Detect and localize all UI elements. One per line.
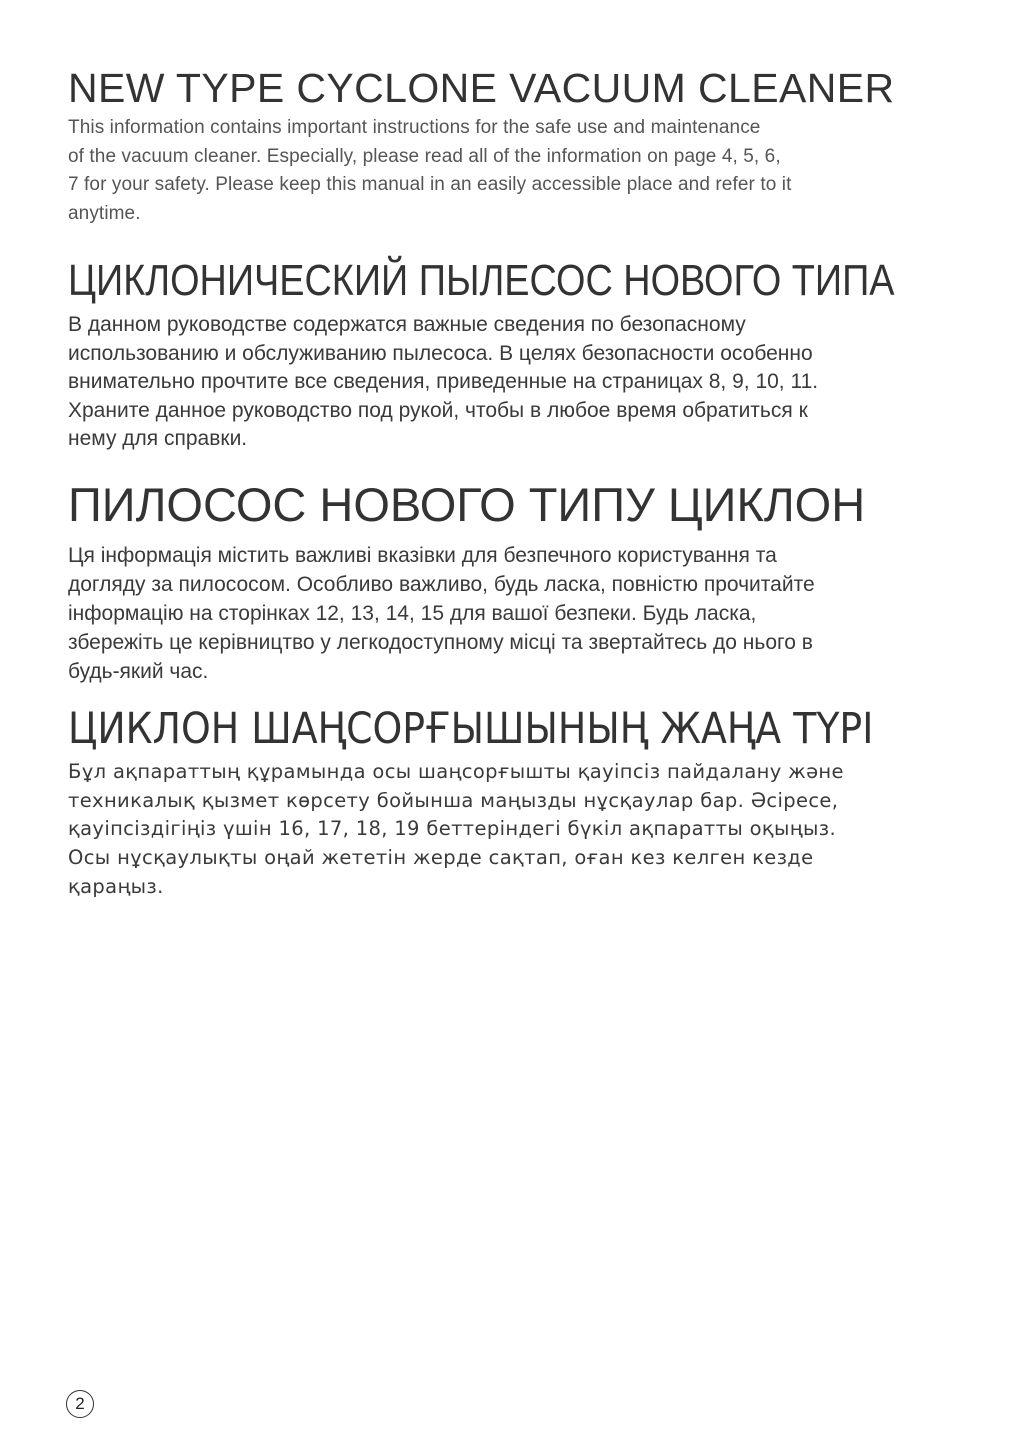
paragraph-line: қауіпсіздігіңіз үшін 16, 17, 18, 19 беттеріндегі бүкіл ақпаратты оқыңыз. bbox=[68, 817, 837, 841]
heading-english: NEW TYPE CYCLONE VACUUM CLEANER bbox=[68, 65, 895, 111]
section-kazakh bbox=[68, 702, 968, 902]
paragraph-russian bbox=[68, 311, 968, 454]
paragraph-line: будь-який час. bbox=[68, 660, 209, 683]
paragraph-line: Осы нұсқаулықты оңай жететін жерде сақтап, оған кез келген кезде bbox=[68, 846, 814, 870]
paragraph-line: В данном руководстве содержатся важные сведения по безопасному bbox=[68, 313, 746, 336]
paragraph-line: қараңыз. bbox=[68, 874, 164, 898]
paragraph-line: Ця інформація містить важливі вказівки для безпечного користування та bbox=[68, 544, 777, 567]
section-ukrainian bbox=[68, 477, 968, 686]
paragraph-line: 7 for your safety. Please keep this manual in an easily accessible place and refer to it bbox=[68, 174, 792, 195]
paragraph-kazakh bbox=[68, 758, 968, 902]
paragraph-line: внимательно прочтите все сведения, приведенные на страницах 8, 9, 10, 11. bbox=[68, 370, 819, 394]
paragraph-line: Храните данное руководство под рукой, чтобы в любое время обратиться к bbox=[68, 398, 808, 422]
paragraph-line: of the vacuum cleaner. Especially, please read all of the information on page 4, 5, 6, bbox=[68, 145, 781, 167]
paragraph-line: Бұл ақпараттың құрамында осы шаңсорғышты қауіпсіз пайдалану және bbox=[68, 760, 844, 783]
paragraph-ukrainian bbox=[68, 541, 968, 686]
paragraph-line: использованию и обслуживанию пылесоса. В целях безопасности особенно bbox=[68, 341, 813, 365]
paragraph-line: anytime. bbox=[68, 202, 141, 224]
paragraph-english bbox=[68, 114, 973, 228]
page-number-badge: 2 bbox=[66, 1390, 94, 1418]
paragraph-line: догляду за пилососом. Особливо важливо, будь ласка, повністю прочитайте bbox=[68, 573, 815, 596]
paragraph-line: нему для справки. bbox=[68, 427, 248, 451]
heading-kazakh: ЦИКЛОН ШАҢСОРҒЫШЫНЫҢ ЖАҢА ТҮРІ bbox=[68, 704, 874, 754]
paragraph-line: інформацію на сторінках 12, 13, 14, 15 для вашої безпеки. Будь ласка, bbox=[68, 602, 757, 625]
paragraph-line: This information contains important instructions for the safe use and maintenance bbox=[68, 117, 761, 138]
paragraph-line: збережіть це керівництво у легкодоступному місці та звертайтесь до нього в bbox=[68, 631, 813, 654]
paragraph-line: техникалық қызмет көрсету бойынша маңызды нұсқаулар бар. Әсіресе, bbox=[68, 788, 839, 812]
heading-ukrainian: ПИЛОСОС НОВОГО ТИПУ ЦИКЛОН bbox=[68, 478, 866, 531]
section-english bbox=[68, 62, 968, 228]
heading-russian: ЦИКЛОНИЧЕСКИЙ ПЫЛЕСОС НОВОГО ТИПА bbox=[68, 256, 895, 305]
section-russian bbox=[68, 254, 968, 454]
